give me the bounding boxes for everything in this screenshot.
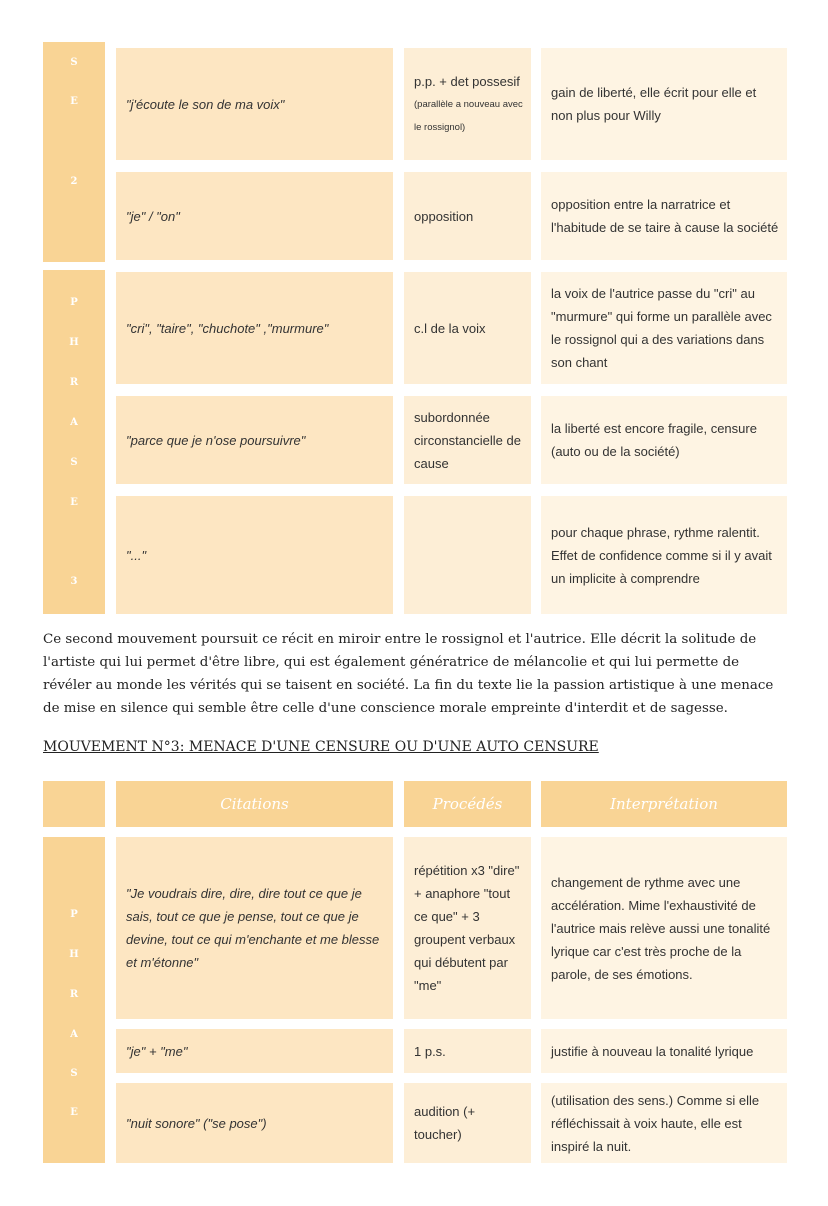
table-cell-interpretation: changement de rythme avec une accélération. Mime l'exhaustivité de l'autrice mais relève aussi une tonalité lyrique car c'est très proche de la parole, de ses émotions. [541, 837, 787, 1019]
side-letter: A [70, 417, 78, 428]
side-letter: 2 [70, 176, 78, 187]
table-cell-citation: "..." [116, 496, 393, 614]
table-cell-procede [404, 496, 531, 614]
table-cell-procede: subordonnée circonstancielle de cause [404, 396, 531, 484]
side-letter: S [70, 1068, 78, 1079]
table-cell-citation: "je" / "on" [116, 172, 393, 260]
side-letter: R [69, 989, 79, 1000]
table-cell-citation: "cri", "taire", "chuchote" ,"murmure" [116, 272, 393, 384]
side-letter: P [70, 909, 78, 920]
table-cell-interpretation: pour chaque phrase, rythme ralentit. Effet de confidence comme si il y avait un implicite à comprendre [541, 496, 787, 614]
table-cell-citation: "je" + "me" [116, 1029, 393, 1073]
table-cell-interpretation: gain de liberté, elle écrit pour elle et non plus pour Willy [541, 48, 787, 160]
table-cell-procede: c.l de la voix [404, 272, 531, 384]
side-letter: 3 [70, 576, 78, 587]
side-letter: P [70, 297, 78, 308]
side-letter: S [70, 457, 78, 468]
procede-text: p.p. + det possesif [414, 73, 520, 89]
column-header-procedes: Procédés [404, 781, 531, 827]
side-letter: A [70, 1029, 78, 1040]
table-cell-procede: audition (+ toucher) [404, 1083, 531, 1163]
procede-note: (parallèle a nouveau avec le rossignol) [414, 98, 523, 133]
table-cell-interpretation: (utilisation des sens.) Comme si elle réfléchissait à voix haute, elle est inspiré la nuit. [541, 1083, 787, 1163]
header-corner [43, 781, 105, 827]
table-cell-interpretation: la liberté est encore fragile, censure (auto ou de la société) [541, 396, 787, 484]
table-cell-citation: "nuit sonore" ("se pose") [116, 1083, 393, 1163]
side-letter: H [69, 337, 79, 348]
column-header-citations: Citations [116, 781, 393, 827]
side-letter: E [70, 96, 78, 107]
section-heading: MOUVEMENT N°3: MENACE D'UNE CENSURE OU D'UNE AUTO CENSURE [43, 739, 599, 755]
table-cell-procede: 1 p.s. [404, 1029, 531, 1073]
section-side-bar-phrase3 [43, 270, 105, 614]
table-cell-procede [404, 48, 531, 160]
table-cell-interpretation: justifie à nouveau la tonalité lyrique [541, 1029, 787, 1073]
section-side-bar-phrase [43, 837, 105, 1163]
table-cell-interpretation: opposition entre la narratrice et l'habitude de se taire à cause la société [541, 172, 787, 260]
table-cell-interpretation: la voix de l'autrice passe du "cri" au "murmure" qui forme un parallèle avec le rossignol qui a des variations dans son chant [541, 272, 787, 384]
side-letter: S [70, 57, 78, 68]
table-cell-procede: répétition x3 "dire" + anaphore "tout ce que" + 3 groupent verbaux qui débutent par "me" [404, 837, 531, 1019]
table-cell-citation: "parce que je n'ose poursuivre" [116, 396, 393, 484]
body-paragraph: Ce second mouvement poursuit ce récit en miroir entre le rossignol et l'autrice. Elle décrit la solitude de l'artiste qui lui permet d'être libre, qui est également génératrice de mélancolie et qui lui permette de révéler au monde les vérités qui se taisent en société. La fin du texte lie la passion artistique à une menace de mise en silence qui semble être celle d'une conscience morale empreinte d'interdit et de sagesse. [43, 632, 774, 716]
table-cell-citation: "Je voudrais dire, dire, dire tout ce que je sais, tout ce que je pense, tout ce que je devine, tout ce qui m'enchante et me blesse et m'étonne" [116, 837, 393, 1019]
table-cell-procede: opposition [404, 172, 531, 260]
side-letter: E [70, 1107, 78, 1118]
side-letter: H [69, 949, 79, 960]
side-letter: R [69, 377, 79, 388]
column-header-interpretation: Interprétation [541, 781, 787, 827]
table-cell-citation: "j'écoute le son de ma voix" [116, 48, 393, 160]
section-side-bar-se2 [43, 42, 105, 262]
side-letter: E [70, 497, 78, 508]
